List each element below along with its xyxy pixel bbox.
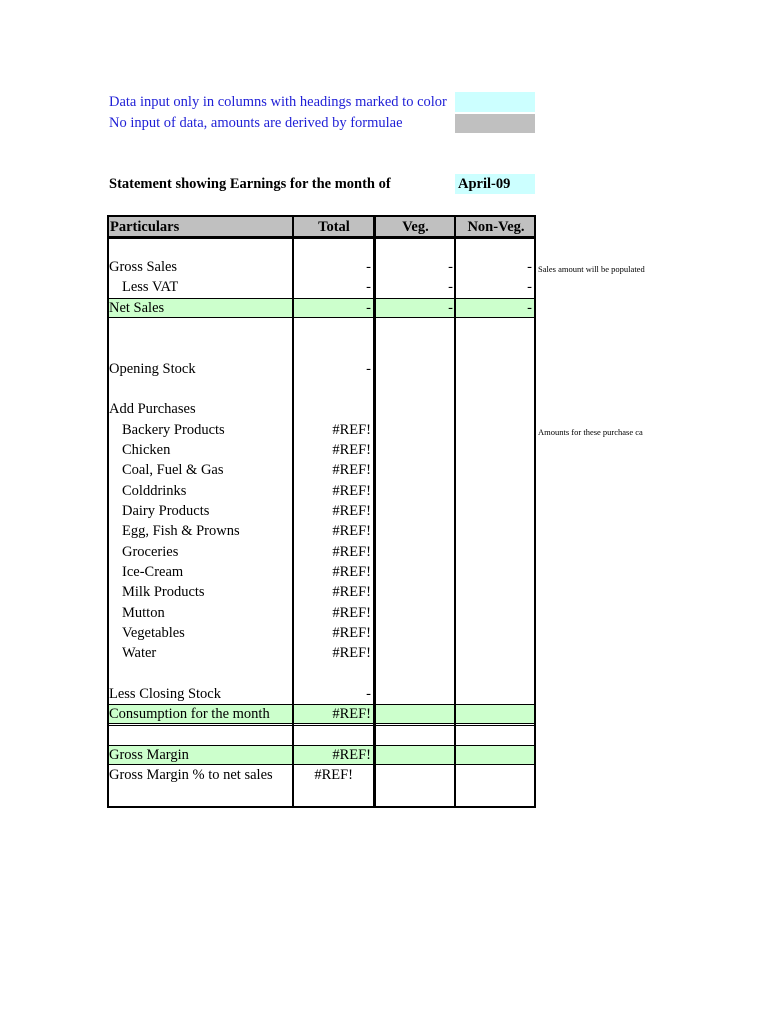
column-divider [292, 215, 294, 808]
table-row [107, 745, 536, 765]
row-label: Dairy Products [122, 503, 210, 519]
veg-cell: - [448, 259, 453, 275]
header-nonveg: Non-Veg. [467, 219, 525, 235]
total-cell: #REF! [332, 625, 371, 641]
table-row [107, 420, 536, 440]
statement-title: Statement showing Earnings for the month of [109, 176, 391, 192]
nonveg-cell: - [527, 279, 532, 295]
legend-input-swatch [455, 92, 535, 112]
row-label: Water [122, 645, 157, 661]
total-cell: #REF! [332, 605, 371, 621]
row-label: Opening Stock [109, 361, 196, 377]
row-label: Consumption for the month [109, 706, 270, 722]
total-cell: - [366, 361, 371, 377]
total-cell: #REF! [332, 462, 371, 478]
row-label: Net Sales [109, 300, 165, 316]
header-particulars: Particulars [110, 219, 180, 235]
total-cell: #REF! [332, 422, 371, 438]
table-row [107, 643, 536, 663]
legend-formula-swatch [455, 114, 535, 133]
total-cell: - [366, 259, 371, 275]
total-cell: #REF! [332, 544, 371, 560]
total-cell: #REF! [332, 584, 371, 600]
column-divider [454, 215, 456, 808]
nonveg-cell: - [527, 259, 532, 275]
row-label: Ice-Cream [122, 564, 184, 580]
table-row [107, 623, 536, 643]
row-label: Vegetables [122, 625, 185, 641]
total-cell: #REF! [332, 483, 371, 499]
table-row [107, 277, 536, 297]
table-row [107, 542, 536, 562]
total-cell: #REF! [332, 645, 371, 661]
column-divider [107, 215, 109, 808]
total-cell: #REF! [332, 523, 371, 539]
sales-note: Sales amount will be populated [538, 264, 645, 274]
table-row [107, 521, 536, 541]
table-row [107, 481, 536, 501]
month-input[interactable]: April-09 [455, 174, 535, 194]
nonveg-cell: - [527, 300, 532, 316]
total-cell: #REF! [332, 747, 371, 763]
row-label: Mutton [122, 605, 165, 621]
table-row [107, 399, 536, 419]
total-cell: #REF! [332, 503, 371, 519]
table-row [107, 562, 536, 582]
row-label: Egg, Fish & Prowns [122, 523, 240, 539]
row-label: Gross Margin % to net sales [109, 767, 273, 783]
row-label: Less Closing Stock [109, 686, 221, 702]
row-label: Less VAT [122, 279, 179, 295]
total-cell: - [366, 300, 371, 316]
total-cell: #REF! [332, 706, 371, 722]
header-total: Total [318, 219, 350, 235]
total-cell: #REF! [332, 564, 371, 580]
header-veg: Veg. [402, 219, 429, 235]
table-row [107, 359, 536, 379]
table-row [107, 704, 536, 724]
table-row [107, 460, 536, 480]
table-row [107, 298, 536, 318]
veg-cell: - [448, 279, 453, 295]
row-label: Groceries [122, 544, 179, 560]
column-divider [373, 215, 376, 808]
legend-input-text: Data input only in columns with headings marked to color [109, 94, 447, 110]
row-divider [107, 725, 536, 726]
purchases-note: Amounts for these purchase ca [538, 427, 643, 437]
table-row [107, 684, 536, 704]
row-label: Coal, Fuel & Gas [122, 462, 224, 478]
legend-formula-text: No input of data, amounts are derived by formulae [109, 115, 403, 131]
table-row [107, 257, 536, 277]
table-row [107, 501, 536, 521]
row-label: Milk Products [122, 584, 205, 600]
total-cell: - [366, 686, 371, 702]
table-row [107, 603, 536, 623]
row-label: Backery Products [122, 422, 225, 438]
total-cell: #REF! [332, 442, 371, 458]
row-label: Gross Sales [109, 259, 178, 275]
table-row [107, 765, 536, 785]
row-label: Gross Margin [109, 747, 189, 763]
total-cell: #REF! [314, 767, 353, 783]
row-label: Add Purchases [109, 401, 196, 417]
row-label: Colddrinks [122, 483, 187, 499]
row-label: Chicken [122, 442, 171, 458]
table-row [107, 440, 536, 460]
column-divider [534, 215, 536, 808]
earnings-table [107, 215, 536, 808]
table-bottom-border [107, 806, 536, 808]
table-row [107, 582, 536, 602]
total-cell: - [366, 279, 371, 295]
veg-cell: - [448, 300, 453, 316]
